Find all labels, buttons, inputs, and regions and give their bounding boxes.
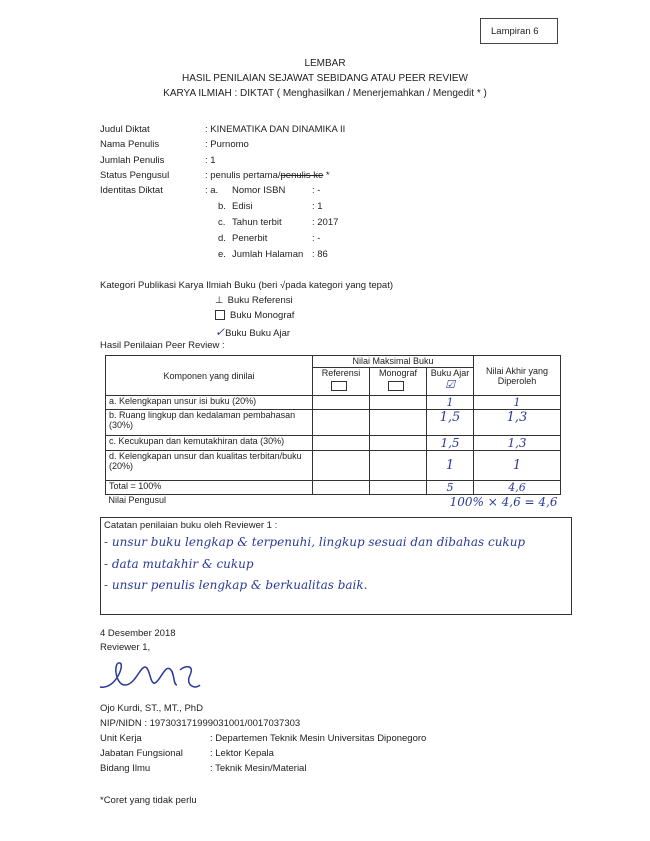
table-row [106, 451, 561, 481]
header-monograf: Monograf [370, 368, 427, 396]
unit-label: Unit Kerja [100, 733, 142, 744]
header-akhir: Nilai Akhir yang Diperoleh [474, 356, 561, 396]
kategori-title: Kategori Publikasi Karya Ilmiah Buku (beri √pada kategori yang tepat) [100, 280, 394, 291]
signature-icon [95, 655, 205, 700]
nilai-label: Nilai Pengusul [108, 495, 167, 505]
review-table [105, 355, 561, 509]
row-max: 1 [427, 451, 474, 481]
judul-value: : KINEMATIKA DAN DINAMIKA II [205, 124, 346, 135]
header-line3: KARYA ILMIAH : DIKTAT ( Menghasilkan / Menerjemahkan / Mengedit * ) [163, 88, 487, 99]
status-value [205, 170, 330, 181]
sub-letter-b: b. [218, 201, 226, 212]
row-label: d. Kelengkapan unsur dan kualitas terbitan/buku (20%) [106, 451, 313, 481]
sub-value-c: : 2017 [312, 217, 339, 228]
row-max: 1 [427, 396, 474, 410]
catatan-line2: - data mutakhir & cukup [104, 557, 254, 571]
nama-value: : Purnomo [205, 139, 249, 150]
table-row [106, 396, 561, 410]
row-akhir: 1,3 [474, 410, 561, 436]
status-prefix: : penulis pertama/ [205, 170, 281, 181]
sub-letter-c: c. [218, 217, 226, 228]
checkbox-icon [215, 310, 225, 320]
catatan-line1: - unsur buku lengkap & terpenuhi, lingkup sesuai dan dibahas cukup [104, 535, 526, 549]
sub-label-e: Jumlah Halaman [232, 249, 304, 260]
table-row [106, 410, 561, 436]
nama-label: Nama Penulis [100, 139, 160, 150]
sub-label-a: Nomor ISBN [232, 185, 286, 196]
header-nilai-max: Nilai Maksimal Buku [313, 356, 474, 368]
row-akhir: 1,3 [474, 436, 561, 451]
sub-letter-a: : a. [205, 185, 219, 196]
kategori-opt2[interactable] [215, 310, 294, 321]
sub-letter-d: d. [218, 233, 226, 244]
header-komponen: Komponen yang dinilai [106, 356, 313, 396]
header-line2: HASIL PENILAIAN SEJAWAT SEBIDANG ATAU PEER REVIEW [182, 73, 468, 84]
jumlah-label: Jumlah Penulis [100, 155, 165, 166]
kategori-opt2-label: Buku Monograf [230, 310, 295, 321]
status-label: Status Pengusul [100, 170, 170, 181]
bidang-label: Bidang Ilmu [100, 763, 151, 774]
catatan-line3: - unsur penulis lengkap & berkualitas baik. [104, 578, 368, 592]
kategori-opt1[interactable] [215, 295, 293, 306]
total-row [106, 481, 561, 495]
status-struck: penulis ke [280, 170, 324, 181]
jumlah-value: : 1 [205, 155, 216, 166]
nilai-hand: 100% × 4,6 = 4,6 [449, 495, 558, 509]
row-label: c. Kecukupan dan kemutakhiran data (30%) [106, 436, 313, 451]
signature-date: 4 Desember 2018 [100, 628, 176, 639]
lampiran-box: Lampiran 6 [480, 18, 558, 44]
kategori-opt3-label: Buku Buku Ajar [225, 328, 291, 339]
sub-label-c: Tahun terbit [232, 217, 282, 228]
sub-value-b: : 1 [312, 201, 323, 212]
catatan-title: Catatan penilaian buku oleh Reviewer 1 : [104, 520, 278, 531]
jabatan-value: : Lektor Kepala [210, 748, 274, 759]
kategori-opt1-label: Buku Referensi [227, 295, 293, 306]
row-max: 1,5 [427, 410, 474, 436]
judul-label: Judul Diktat [100, 124, 150, 135]
header-buku-ajar: Buku Ajar ☑ [427, 368, 474, 396]
sub-label-d: Penerbit [232, 233, 268, 244]
checked-mark-icon: ✓ [215, 325, 226, 339]
sub-label-b: Edisi [232, 201, 253, 212]
total-label: Total = 100% [106, 481, 313, 495]
header-referensi: Referensi [313, 368, 370, 396]
check-mark-icon: ⊥ [215, 295, 224, 306]
total-akhir: 4,6 [474, 481, 561, 495]
header-line1: LEMBAR [304, 58, 346, 69]
row-max: 1,5 [427, 436, 474, 451]
signature-name: Ojo Kurdi, ST., MT., PhD [100, 703, 203, 714]
table-row [106, 436, 561, 451]
signature-nip: NIP/NIDN : 197303171999031001/0017037303 [100, 718, 301, 729]
sub-value-a: : - [312, 185, 321, 196]
row-akhir: 1 [474, 451, 561, 481]
kategori-opt3[interactable] [215, 325, 290, 339]
footnote: *Coret yang tidak perlu [100, 795, 197, 806]
total-max: 5 [427, 481, 474, 495]
status-suffix: * [323, 170, 330, 181]
bidang-value: : Teknik Mesin/Material [210, 763, 307, 774]
nilai-row [106, 495, 561, 510]
identitas-label: Identitas Diktat [100, 185, 163, 196]
row-label: b. Ruang lingkup dan kedalaman pembahasan (30%) [106, 410, 313, 436]
row-akhir: 1 [474, 396, 561, 410]
hasil-title: Hasil Penilaian Peer Review : [100, 340, 225, 351]
jabatan-label: Jabatan Fungsional [100, 748, 183, 759]
signature-reviewer: Reviewer 1, [100, 642, 151, 653]
sub-letter-e: e. [218, 249, 226, 260]
sub-value-e: : 86 [312, 249, 328, 260]
unit-value: : Departemen Teknik Mesin Universitas Diponegoro [210, 733, 427, 744]
row-label: a. Kelengkapan unsur isi buku (20%) [106, 396, 313, 410]
sub-value-d: : - [312, 233, 321, 244]
